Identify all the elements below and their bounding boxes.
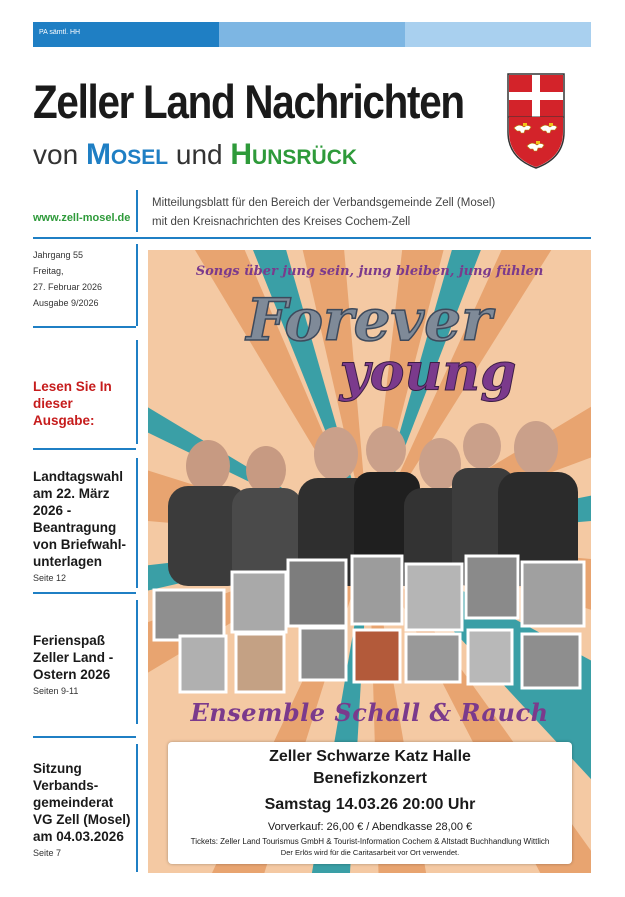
- sidebar-item-ferienspass[interactable]: [33, 600, 141, 728]
- header-divider-horizontal: [33, 237, 591, 239]
- intro-text: [152, 194, 495, 232]
- intro-line-1: Mitteilungsblatt für den Bereich der Verbandsgemeinde Zell (Mosel): [152, 197, 496, 209]
- top-color-bar: [33, 22, 591, 47]
- sidebar-item-page: Seite 7: [33, 848, 62, 858]
- poster-ensemble: Ensemble Schall & Rauch: [190, 698, 549, 727]
- event-datetime: Samstag 14.03.26 20:00 Uhr: [264, 796, 476, 813]
- header-divider-vertical: [136, 190, 138, 232]
- sidebar-item-title: Sitzung Verbandsgemeinderat VG Zell (Mosel) am 04.03.2026: [33, 761, 131, 844]
- event-venue: Zeller Schwarze Katz Halle: [269, 748, 471, 765]
- subtitle-und: und: [175, 139, 223, 170]
- sidebar-vbar: [136, 244, 138, 326]
- issue-weekday: Freitag,: [33, 266, 64, 276]
- coat-of-arms-icon: [506, 72, 566, 170]
- event-prices: Vorverkauf: 26,00 € / Abendkasse 28,00 €: [267, 821, 473, 833]
- sidebar-vbar: [136, 744, 138, 872]
- issue-date: 27. Februar 2026: [33, 282, 103, 292]
- sidebar-lesen-block: [33, 340, 141, 450]
- sidebar-issue-frame: [33, 244, 141, 326]
- website-link[interactable]: www.zell-mosel.de: [33, 212, 131, 224]
- subtitle-mosel: Mosel: [85, 138, 169, 171]
- top-bar-segment-light: [405, 22, 591, 47]
- issue-jahrgang: Jahrgang 55: [33, 250, 84, 260]
- sidebar-hbar: [33, 448, 136, 450]
- lesen-heading: Lesen Sie In dieser Ausgabe:: [33, 379, 112, 428]
- sidebar-vbar: [136, 458, 138, 588]
- poster-title-young: young: [339, 342, 517, 403]
- sidebar-item-page: Seite 12: [33, 573, 67, 583]
- newspaper-title: Zeller Land Nachrichten: [33, 75, 464, 128]
- sidebar-vbar: [136, 340, 138, 444]
- pa-label: PA sämtl. HH: [39, 29, 81, 36]
- event-info-box: [168, 742, 572, 864]
- event-poster: [148, 250, 591, 873]
- subtitle-prefix: von: [33, 139, 79, 170]
- poster-tagline: Songs über jung sein, jung bleiben, jung fühlen: [195, 264, 544, 279]
- event-tickets: Tickets: Zeller Land Tourismus GmbH & Tourist-Information Cochem & Altstadt Buchhandlung Wittlich: [190, 837, 550, 846]
- sidebar-hbar: [33, 736, 136, 738]
- sidebar-hbar: [33, 592, 136, 594]
- newspaper-subtitle: [33, 138, 357, 172]
- event-type: Benefizkonzert: [313, 770, 427, 787]
- issue-ausgabe: Ausgabe 9/2026: [33, 298, 99, 308]
- subtitle-hunsrueck: Hunsrück: [230, 138, 358, 171]
- sidebar-item-sitzung[interactable]: [33, 744, 141, 872]
- sidebar-item-title: Landtagswahl am 22. März 2026 - Beantragung von Briefwahlunterlagen: [33, 469, 127, 569]
- sidebar-item-title: Ferienspaß Zeller Land - Ostern 2026: [33, 633, 114, 682]
- sidebar-vbar: [136, 600, 138, 724]
- poster-title-forever: Forever: [246, 286, 492, 354]
- top-bar-segment-dark: [33, 22, 219, 47]
- top-bar-segment-mid: [219, 22, 405, 47]
- event-proceeds: Der Erlös wird für die Caritasarbeit vor Ort verwendet.: [280, 848, 460, 857]
- intro-line-2: mit den Kreisnachrichten des Kreises Cochem-Zell: [152, 216, 411, 228]
- sidebar-item-landtagswahl[interactable]: [33, 458, 141, 588]
- sidebar-item-page: Seiten 9-11: [33, 686, 79, 696]
- sidebar-hbar: [33, 326, 136, 328]
